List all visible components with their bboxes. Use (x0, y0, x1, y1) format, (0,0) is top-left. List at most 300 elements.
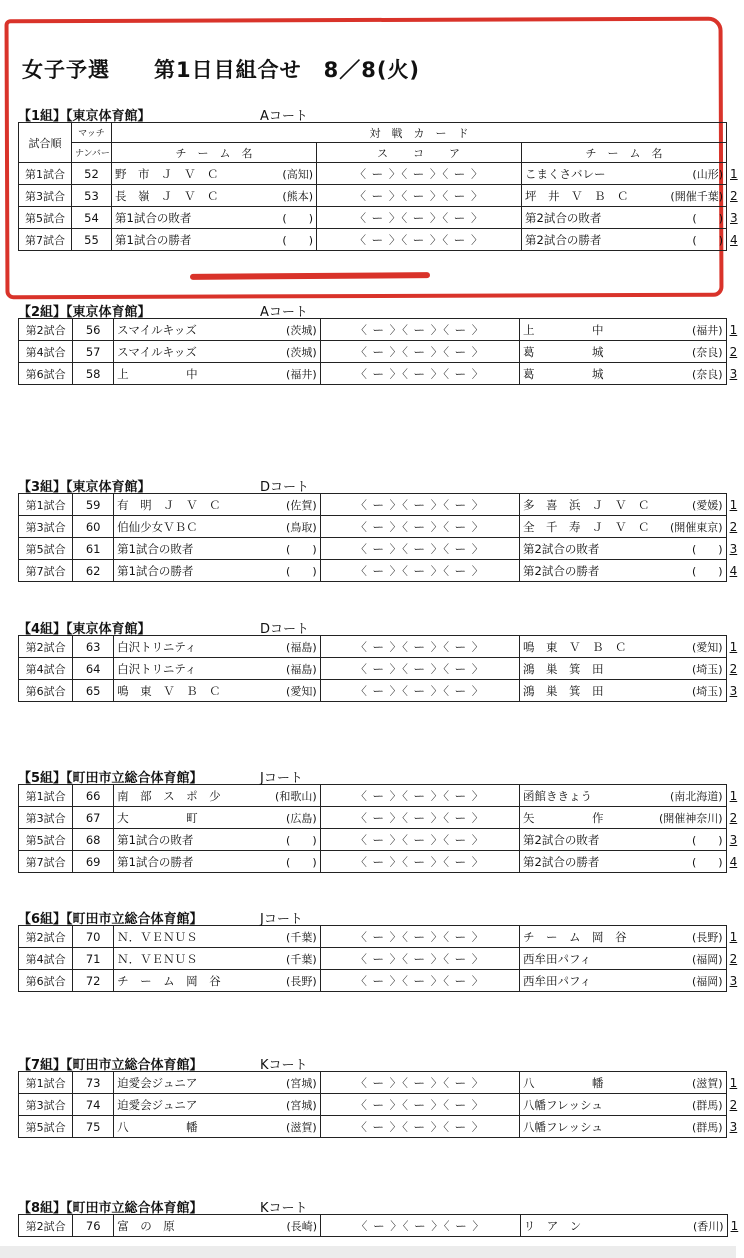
team1-prefecture: (千葉) (286, 930, 317, 944)
team2-cell (520, 1116, 727, 1138)
team1-cell (114, 926, 321, 948)
score-cell: 〈 ー 〉〈 ー 〉〈 ー 〉 (320, 516, 519, 538)
score-cell: 〈 ー 〉〈 ー 〉〈 ー 〉 (321, 1215, 521, 1237)
team2-cell (520, 560, 727, 582)
row-index: 3 (729, 1119, 738, 1134)
game-order: 第6試合 (19, 970, 73, 992)
group-label: 【1組】【東京体育館】 (18, 109, 151, 124)
match-number: 63 (73, 636, 114, 658)
team1-cell (114, 1094, 321, 1116)
team1-cell (112, 229, 317, 251)
table-row (19, 970, 744, 992)
team2-name: チ ー ム 岡 谷 (523, 929, 627, 944)
match-number: 66 (73, 785, 114, 807)
table-row (19, 319, 744, 341)
game-order: 第1試合 (19, 163, 72, 185)
game-order: 第5試合 (19, 207, 72, 229)
team2-prefecture: (愛媛) (691, 498, 723, 512)
team2-prefecture: (香川) (692, 1219, 724, 1233)
team1-prefecture: ( ) (286, 833, 317, 847)
team2-name: 葛 城 (523, 366, 604, 381)
team1-name: 上 中 (117, 366, 198, 381)
team2-prefecture: (滋賀) (691, 1076, 723, 1090)
team1-prefecture: ( ) (282, 233, 313, 247)
team2-name: 第2試合の敗者 (523, 832, 600, 847)
group-header (18, 766, 736, 784)
schedule-table (18, 1071, 744, 1138)
team2-prefecture: (群馬) (691, 1120, 723, 1134)
table-row (19, 851, 744, 873)
team2-name: 西牟田パフィ (523, 973, 592, 988)
row-index: 3 (730, 210, 738, 225)
team1-cell (112, 207, 317, 229)
team2-name: 八 幡 (523, 1075, 604, 1090)
table-row (19, 1116, 744, 1138)
match-number: 71 (73, 948, 114, 970)
row-index: 1 (729, 929, 738, 944)
group-section (18, 475, 736, 582)
game-order: 第5試合 (19, 538, 73, 560)
team1-name: 長 嶺 Ｊ Ｖ Ｃ (115, 188, 219, 203)
group-section (18, 766, 736, 873)
team1-prefecture: (和歌山) (275, 789, 317, 803)
team2-cell (520, 1072, 727, 1094)
row-index: 2 (729, 661, 738, 676)
schedule-table (18, 122, 744, 251)
team1-prefecture: (茨城) (286, 323, 317, 337)
game-order: 第7試合 (19, 229, 72, 251)
team1-prefecture: (福島) (286, 662, 317, 676)
game-order: 第1試合 (19, 785, 73, 807)
team1-prefecture: ( ) (286, 564, 317, 578)
team1-name: 第1試合の勝者 (117, 563, 194, 578)
team2-name: 第2試合の勝者 (523, 854, 600, 869)
team2-prefecture: ( ) (691, 855, 723, 869)
group-section (18, 1196, 739, 1237)
score-cell: 〈 ー 〉〈 ー 〉〈 ー 〉 (320, 851, 519, 873)
match-number: 75 (73, 1116, 114, 1138)
table-row (19, 538, 744, 560)
team2-name: 葛 城 (523, 344, 604, 359)
team2-prefecture: (埼玉) (691, 684, 723, 698)
row-index: 3 (729, 541, 738, 556)
team1-cell (114, 948, 321, 970)
table-row (19, 163, 744, 185)
match-number: 69 (73, 851, 114, 873)
table-row (19, 560, 744, 582)
court-label: Kコート (260, 1201, 308, 1216)
row-index: 2 (729, 1097, 738, 1112)
group-label: 【2組】【東京体育館】 (18, 305, 151, 320)
team1-cell (114, 1116, 321, 1138)
row-index: 4 (730, 232, 738, 247)
game-order: 第3試合 (19, 185, 72, 207)
team2-name: 第2試合の敗者 (523, 541, 600, 556)
table-row (19, 1215, 744, 1237)
group-label: 【6組】【町田市立総合体育館】 (18, 912, 203, 927)
team1-name: 白沢トリニティ (117, 639, 197, 654)
red-highlight-stroke (190, 272, 430, 280)
game-order: 第3試合 (19, 516, 73, 538)
header-match-line2: ナンバー (72, 143, 112, 163)
header-card: 対 戦 カ ー ド (112, 123, 727, 143)
group-header (18, 300, 736, 318)
group-header (18, 1053, 736, 1071)
team1-prefecture: ( ) (282, 211, 313, 225)
score-cell: 〈 ー 〉〈 ー 〉〈 ー 〉 (320, 1094, 519, 1116)
team2-prefecture: ( ) (691, 542, 723, 556)
score-cell: 〈 ー 〉〈 ー 〉〈 ー 〉 (320, 807, 519, 829)
team1-name: Ｎ．ＶＥＮＵＳ (117, 929, 198, 944)
game-order: 第2試合 (19, 1215, 73, 1237)
court-label: Aコート (260, 109, 308, 124)
row-index: 2 (729, 344, 738, 359)
team2-name: 全 千 寿 Ｊ Ｖ Ｃ (523, 519, 650, 534)
team1-prefecture: (宮城) (286, 1076, 317, 1090)
table-row (19, 207, 744, 229)
team1-cell (114, 363, 321, 385)
game-order: 第3試合 (19, 807, 73, 829)
team2-cell (520, 785, 727, 807)
table-row (19, 926, 744, 948)
team2-prefecture: (開催神奈川) (658, 811, 723, 825)
match-number: 61 (73, 538, 114, 560)
header-match-line1: マッチ (72, 123, 112, 143)
table-row (19, 1094, 744, 1116)
group-header (18, 1196, 736, 1214)
team2-prefecture: ( ) (692, 233, 723, 247)
team2-name: 函館ききょう (523, 788, 593, 803)
match-number: 67 (73, 807, 114, 829)
team2-cell (520, 926, 727, 948)
team1-name: 富 の 原 (117, 1218, 175, 1233)
team2-prefecture: (開催東京) (669, 520, 723, 534)
game-order: 第6試合 (19, 363, 73, 385)
row-index: 3 (729, 973, 738, 988)
score-cell: 〈 ー 〉〈 ー 〉〈 ー 〉 (320, 538, 519, 560)
match-number: 65 (73, 680, 114, 702)
team2-prefecture: ( ) (691, 564, 723, 578)
team1-prefecture: ( ) (286, 855, 317, 869)
score-cell: 〈 ー 〉〈 ー 〉〈 ー 〉 (320, 658, 519, 680)
group-label: 【8組】【町田市立総合体育館】 (18, 1201, 203, 1216)
team1-cell (114, 970, 321, 992)
score-cell: 〈 ー 〉〈 ー 〉〈 ー 〉 (320, 829, 519, 851)
team1-name: スマイルキッズ (117, 344, 197, 359)
team2-prefecture: (埼玉) (691, 662, 723, 676)
group-label: 【5組】【町田市立総合体育館】 (18, 771, 203, 786)
team2-prefecture: (奈良) (691, 345, 723, 359)
header-score: ス コ ア (317, 143, 522, 163)
team2-prefecture: (愛知) (691, 640, 723, 654)
team1-cell (114, 1072, 321, 1094)
team2-name: 坪 井 Ｖ Ｂ Ｃ (525, 188, 629, 203)
team1-name: 大 町 (117, 810, 198, 825)
team2-name: 八幡フレッシュ (523, 1097, 603, 1112)
row-index: 1 (729, 639, 738, 654)
team2-name: リ ア ン (523, 1218, 582, 1233)
group-label: 【3組】【東京体育館】 (18, 480, 151, 495)
team2-cell (520, 319, 727, 341)
match-number: 53 (72, 185, 112, 207)
match-number: 55 (72, 229, 112, 251)
team1-prefecture: (滋賀) (286, 1120, 317, 1134)
court-label: Jコート (260, 912, 303, 927)
match-number: 57 (73, 341, 114, 363)
team2-prefecture: ( ) (692, 211, 723, 225)
team1-prefecture: (長崎) (286, 1219, 318, 1233)
court-label: Aコート (260, 305, 308, 320)
table-row (19, 494, 744, 516)
team2-cell (522, 229, 727, 251)
table-row (19, 1072, 744, 1094)
score-cell: 〈 ー 〉〈 ー 〉〈 ー 〉 (320, 636, 519, 658)
team1-name: Ｎ．ＶＥＮＵＳ (117, 951, 198, 966)
row-index: 2 (729, 810, 738, 825)
game-order: 第2試合 (19, 636, 73, 658)
team2-cell (520, 829, 727, 851)
row-index: 4 (729, 854, 738, 869)
score-cell: 〈 ー 〉〈 ー 〉〈 ー 〉 (317, 185, 522, 207)
game-order: 第4試合 (19, 658, 73, 680)
row-index: 2 (730, 188, 738, 203)
team1-name: 野 市 Ｊ Ｖ Ｃ (115, 166, 219, 181)
match-number: 52 (72, 163, 112, 185)
team2-cell (520, 970, 727, 992)
team1-name: 迫愛会ジュニア (117, 1097, 198, 1112)
score-cell: 〈 ー 〉〈 ー 〉〈 ー 〉 (317, 229, 522, 251)
court-label: Jコート (260, 771, 303, 786)
team1-name: 伯仙少女ＶＢＣ (117, 519, 198, 534)
team1-name: 白沢トリニティ (117, 661, 197, 676)
team1-prefecture: (長野) (286, 974, 317, 988)
match-number: 76 (73, 1215, 114, 1237)
team2-name: 八幡フレッシュ (523, 1119, 603, 1134)
team1-name: 第1試合の敗者 (115, 210, 192, 225)
team2-cell (520, 851, 727, 873)
team1-prefecture: (佐賀) (286, 498, 317, 512)
team1-prefecture: (茨城) (286, 345, 317, 359)
team1-cell (114, 807, 321, 829)
team1-prefecture: (熊本) (282, 189, 313, 203)
team2-cell (520, 1215, 727, 1237)
team1-cell (114, 560, 321, 582)
team2-name: 第2試合の敗者 (525, 210, 602, 225)
team1-prefecture: (鳥取) (286, 520, 317, 534)
team2-name: 鴻 巣 箕 田 (523, 683, 604, 698)
table-row (19, 229, 744, 251)
bottom-scroll-bar[interactable] (0, 1246, 736, 1258)
group-header (18, 104, 736, 122)
match-number: 73 (73, 1072, 114, 1094)
score-cell: 〈 ー 〉〈 ー 〉〈 ー 〉 (317, 207, 522, 229)
header-team2: チ ー ム 名 (522, 143, 727, 163)
team2-cell (520, 658, 727, 680)
team2-cell (520, 494, 727, 516)
team2-name: 第2試合の勝者 (523, 563, 600, 578)
score-cell: 〈 ー 〉〈 ー 〉〈 ー 〉 (320, 785, 519, 807)
row-index: 1 (729, 1075, 738, 1090)
team1-name: 八 幡 (117, 1119, 198, 1134)
match-number: 72 (73, 970, 114, 992)
game-order: 第7試合 (19, 560, 73, 582)
match-number: 62 (73, 560, 114, 582)
match-number: 64 (73, 658, 114, 680)
game-order: 第2試合 (19, 319, 73, 341)
game-order: 第5試合 (19, 1116, 73, 1138)
team2-cell (520, 341, 727, 363)
group-section (18, 617, 736, 702)
score-cell: 〈 ー 〉〈 ー 〉〈 ー 〉 (320, 341, 519, 363)
team1-prefecture: (福井) (286, 367, 317, 381)
table-row (19, 363, 744, 385)
row-index: 1 (729, 497, 738, 512)
game-order: 第2試合 (19, 926, 73, 948)
team2-cell (520, 516, 727, 538)
row-index: 1 (729, 788, 738, 803)
team1-name: 迫愛会ジュニア (117, 1075, 198, 1090)
team2-name: 上 中 (523, 322, 604, 337)
team1-cell (112, 185, 317, 207)
team1-prefecture: (高知) (282, 167, 313, 181)
schedule-table (18, 493, 744, 582)
table-row (19, 680, 744, 702)
score-cell: 〈 ー 〉〈 ー 〉〈 ー 〉 (320, 970, 519, 992)
row-index: 3 (729, 366, 738, 381)
match-number: 58 (73, 363, 114, 385)
table-row (19, 658, 744, 680)
team2-cell (520, 363, 727, 385)
team1-name: 有 明 Ｊ Ｖ Ｃ (117, 497, 221, 512)
team1-name: 鳴 東 Ｖ Ｂ Ｃ (117, 683, 221, 698)
row-index: 1 (730, 166, 738, 181)
table-row (19, 636, 744, 658)
team2-prefecture: (奈良) (691, 367, 723, 381)
team1-name: 第1試合の敗者 (117, 541, 194, 556)
schedule-table (18, 784, 744, 873)
team1-name: 第1試合の敗者 (117, 832, 194, 847)
court-label: Kコート (260, 1058, 308, 1073)
schedule-table (18, 635, 744, 702)
row-index: 2 (729, 519, 738, 534)
schedule-table (18, 1214, 744, 1237)
team1-cell (114, 516, 321, 538)
table-row (19, 948, 744, 970)
score-cell: 〈 ー 〉〈 ー 〉〈 ー 〉 (317, 163, 522, 185)
team1-cell (114, 680, 321, 702)
score-cell: 〈 ー 〉〈 ー 〉〈 ー 〉 (320, 1116, 519, 1138)
score-cell: 〈 ー 〉〈 ー 〉〈 ー 〉 (320, 560, 519, 582)
team1-prefecture: (宮城) (286, 1098, 317, 1112)
team2-prefecture: (群馬) (691, 1098, 723, 1112)
group-header (18, 617, 736, 635)
team1-cell (114, 319, 321, 341)
team2-prefecture: (山形) (692, 167, 723, 181)
team2-cell (520, 807, 727, 829)
team2-name: 第2試合の勝者 (525, 232, 602, 247)
match-number: 70 (73, 926, 114, 948)
group-section (18, 907, 736, 992)
team1-cell (114, 658, 321, 680)
score-cell: 〈 ー 〉〈 ー 〉〈 ー 〉 (320, 363, 519, 385)
game-order: 第4試合 (19, 341, 73, 363)
team1-prefecture: (広島) (286, 811, 317, 825)
game-order: 第1試合 (19, 1072, 73, 1094)
team2-cell (520, 636, 727, 658)
score-cell: 〈 ー 〉〈 ー 〉〈 ー 〉 (320, 494, 519, 516)
team1-cell (114, 636, 321, 658)
group-label: 【7組】【町田市立総合体育館】 (18, 1058, 203, 1073)
team2-prefecture: (福岡) (691, 974, 723, 988)
schedule-table (18, 318, 744, 385)
team1-cell (114, 341, 321, 363)
team2-cell (520, 948, 727, 970)
table-row (19, 807, 744, 829)
score-cell: 〈 ー 〉〈 ー 〉〈 ー 〉 (320, 948, 519, 970)
team2-prefecture: (南北海道) (669, 789, 723, 803)
match-number: 56 (73, 319, 114, 341)
score-cell: 〈 ー 〉〈 ー 〉〈 ー 〉 (320, 319, 519, 341)
team2-cell (520, 538, 727, 560)
team2-cell (522, 163, 727, 185)
table-row (19, 829, 744, 851)
header-game-order: 試合順 (19, 123, 72, 163)
table-row (19, 516, 744, 538)
team1-prefecture: ( ) (286, 542, 317, 556)
row-index: 1 (729, 322, 738, 337)
match-number: 74 (73, 1094, 114, 1116)
table-row (19, 785, 744, 807)
team1-name: 第1試合の勝者 (117, 854, 194, 869)
game-order: 第7試合 (19, 851, 73, 873)
row-index: 3 (729, 832, 738, 847)
team2-prefecture: (長野) (691, 930, 723, 944)
team2-name: 矢 作 (523, 810, 604, 825)
table-row (19, 341, 744, 363)
table-row (19, 185, 744, 207)
page-title: 女子予選 第1日目組合せ 8／8(火) (22, 58, 421, 82)
game-order: 第3試合 (19, 1094, 73, 1116)
row-index: 1 (730, 1218, 739, 1233)
group-section (18, 1053, 736, 1138)
team1-cell (114, 538, 321, 560)
team1-cell (114, 785, 321, 807)
team2-name: 鴻 巣 箕 田 (523, 661, 604, 676)
team2-cell (522, 207, 727, 229)
team2-prefecture: (福岡) (691, 952, 723, 966)
team2-cell (522, 185, 727, 207)
team1-name: 第1試合の勝者 (115, 232, 192, 247)
group-label: 【4組】【東京体育館】 (18, 622, 151, 637)
row-index: 2 (729, 951, 738, 966)
group-header (18, 907, 736, 925)
team1-cell (114, 494, 321, 516)
row-index: 4 (729, 563, 738, 578)
group-section (18, 104, 736, 251)
match-number: 54 (72, 207, 112, 229)
team2-prefecture: (開催千葉) (670, 189, 723, 203)
row-index: 3 (729, 683, 738, 698)
score-cell: 〈 ー 〉〈 ー 〉〈 ー 〉 (320, 680, 519, 702)
score-cell: 〈 ー 〉〈 ー 〉〈 ー 〉 (320, 926, 519, 948)
team1-cell (114, 829, 321, 851)
match-number: 60 (73, 516, 114, 538)
team1-prefecture: (千葉) (286, 952, 317, 966)
game-order: 第5試合 (19, 829, 73, 851)
schedule-table (18, 925, 744, 992)
group-header (18, 475, 736, 493)
team1-name: チ ー ム 岡 谷 (117, 973, 221, 988)
